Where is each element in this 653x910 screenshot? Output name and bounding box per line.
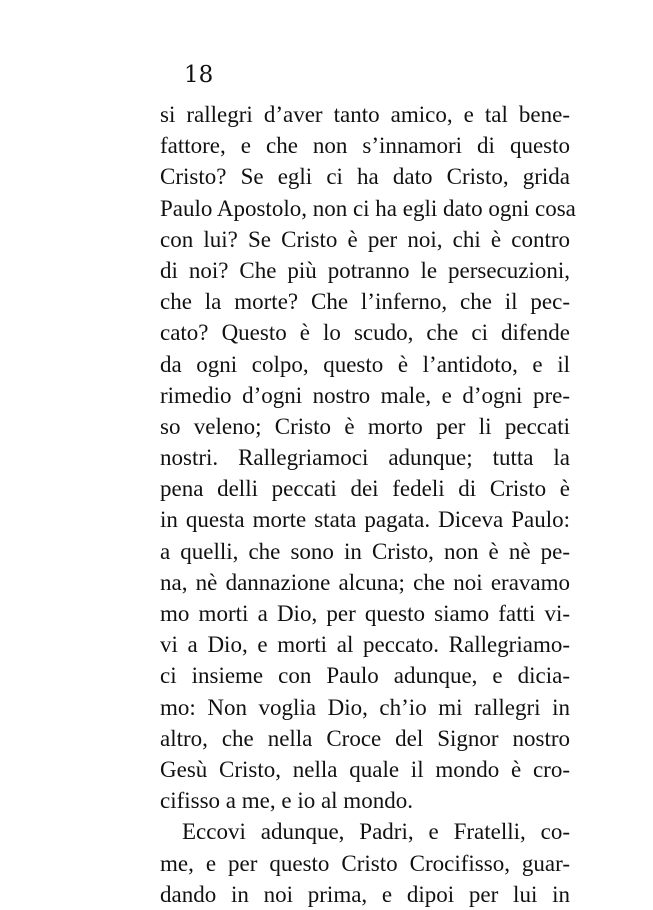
- text-line: di noi? Che più potranno le persecuzioni,: [160, 257, 570, 283]
- text-line: vi a Dio, e morti al peccato. Rallegriamo-: [160, 632, 570, 658]
- text-line: nostri. Rallegriamoci adunque; tutta la: [160, 445, 570, 471]
- text-line: so veleno; Cristo è morto per li peccati: [160, 413, 570, 439]
- page-number: 18: [184, 62, 214, 88]
- text-line: altro, che nella Croce del Signor nostro: [160, 725, 570, 751]
- text-line: rimedio d’ogni nostro male, e d’ogni pre-: [160, 382, 570, 408]
- text-line: me, e per questo Cristo Crocifisso, guar-: [160, 850, 570, 876]
- text-line: con lui? Se Cristo è per noi, chi è contro: [160, 226, 570, 252]
- text-line: da ogni colpo, questo è l’antidoto, e il: [160, 351, 570, 377]
- text-line: cifisso a me, e io al mondo.: [160, 788, 413, 814]
- text-line: fattore, e che non s’innamori di questo: [160, 133, 570, 159]
- text-line: in questa morte stata pagata. Diceva Paulo:: [160, 507, 570, 533]
- text-line: che la morte? Che l’inferno, che il pec-: [160, 289, 570, 315]
- text-line: na, nè dannazione alcuna; che noi eravamo: [160, 569, 570, 595]
- text-line: Eccovi adunque, Padri, e Fratelli, co-: [182, 819, 570, 845]
- text-line: mo morti a Dio, per questo siamo fatti vi-: [160, 601, 570, 626]
- text-line: a quelli, che sono in Cristo, non è nè pe-: [160, 538, 570, 564]
- text-line: dando in noi prima, e dipoi per lui in: [160, 881, 570, 907]
- body-text: [160, 99, 576, 910]
- text-line: Gesù Cristo, nella quale il mondo è cro-: [160, 756, 570, 782]
- text-line: mo: Non voglia Dio, ch’io mi rallegri in: [160, 694, 570, 720]
- text-line: cato? Questo è lo scudo, che ci difende: [160, 320, 570, 346]
- text-line: si rallegri d’aver tanto amico, e tal bene-: [160, 102, 570, 127]
- text-line: Cristo? Se egli ci ha dato Cristo, grida: [160, 164, 570, 190]
- text-line: pena delli peccati dei fedeli di Cristo è: [160, 476, 570, 502]
- text-line: Paulo Apostolo, non ci ha egli dato ogni cosa: [160, 195, 576, 221]
- text-line: ci insieme con Paulo adunque, e dicia-: [160, 663, 570, 689]
